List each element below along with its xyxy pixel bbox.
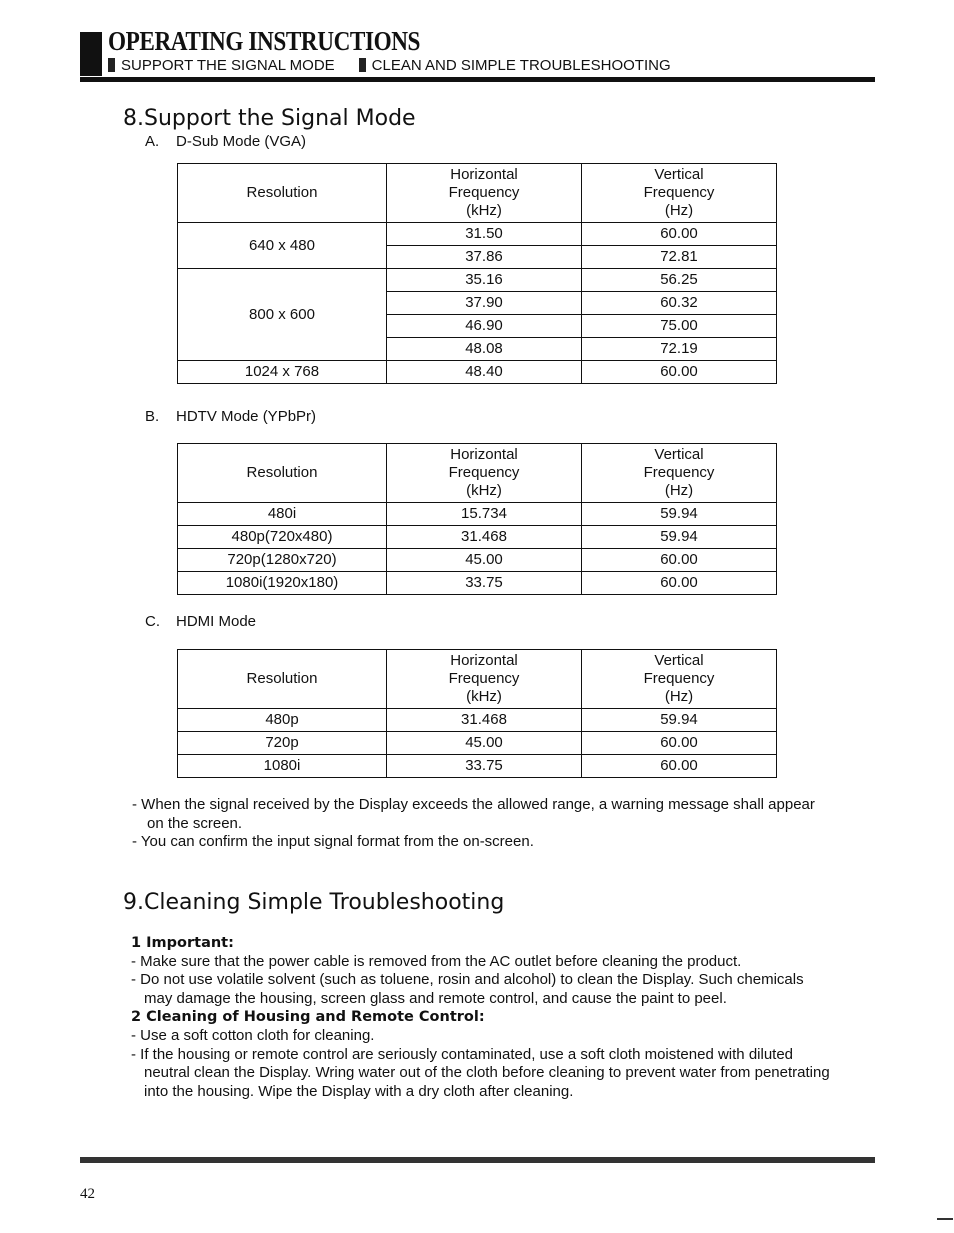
vertical-cell: 59.94 (582, 526, 777, 549)
table-row (178, 526, 777, 549)
column-header-vertical: Vertical Frequency (Hz) (582, 164, 777, 223)
header-nav-marker-icon (359, 58, 366, 72)
signal-notes (132, 796, 832, 852)
list-item: - Make sure that the power cable is removed from the AC outlet before cleaning the product. (131, 952, 742, 970)
table-header-row (178, 164, 777, 223)
vertical-cell: 56.25 (582, 269, 777, 292)
hdmi-frequency-table (177, 649, 777, 778)
resolution-cell: 480i (178, 503, 387, 526)
hdtv-letter: B. (145, 408, 160, 425)
table-row (178, 361, 777, 384)
horizontal-cell: 37.86 (387, 246, 582, 269)
header-rule (80, 77, 875, 82)
horizontal-cell: 45.00 (387, 549, 582, 572)
header-block-mark (80, 32, 102, 76)
section-9-heading: 9.Cleaning Simple Troubleshooting (123, 890, 505, 915)
vertical-cell: 60.32 (582, 292, 777, 315)
resolution-cell: 720p(1280x720) (178, 549, 387, 572)
hdtv-title: HDTV Mode (YPbPr) (176, 408, 317, 425)
footer-rule (80, 1157, 875, 1163)
horizontal-cell: 15.734 (387, 503, 582, 526)
header-nav-item-signal-mode: SUPPORT THE SIGNAL MODE (121, 57, 335, 74)
hdtv-subheading (145, 408, 316, 425)
hdmi-title: HDMI Mode (176, 613, 257, 630)
horizontal-cell: 31.50 (387, 223, 582, 246)
note-item: - When the signal received by the Display exceeds the allowed range, a warning message shall appear on the screen. (132, 796, 815, 832)
vertical-cell: 75.00 (582, 315, 777, 338)
vertical-cell: 72.81 (582, 246, 777, 269)
table-row (178, 732, 777, 755)
list-item: - If the housing or remote control are seriously contaminated, use a soft cloth moistened with diluted neutral clean the Display. Wring water out of the cloth before cleaning to prevent water from penetrating into the housing. Wipe the Display with a dry cloth after cleaning. (131, 1045, 830, 1100)
vertical-cell: 60.00 (582, 361, 777, 384)
vertical-cell: 60.00 (582, 572, 777, 595)
table-row (178, 269, 777, 292)
table-row (178, 223, 777, 246)
vertical-cell: 59.94 (582, 709, 777, 732)
table-row (178, 549, 777, 572)
section-8-heading: 8.Support the Signal Mode (123, 106, 416, 131)
vertical-cell: 60.00 (582, 732, 777, 755)
column-header-horizontal: Horizontal Frequency (kHz) (387, 650, 582, 709)
header-nav-item-cleaning: CLEAN AND SIMPLE TROUBLESHOOTING (371, 57, 671, 74)
table-header-row (178, 650, 777, 709)
table-row (178, 755, 777, 778)
table-row (178, 572, 777, 595)
page-header-title: OPERATING INSTRUCTIONS (108, 26, 421, 56)
horizontal-cell: 45.00 (387, 732, 582, 755)
cleaning-instructions (131, 934, 831, 1101)
horizontal-cell: 48.40 (387, 361, 582, 384)
column-header-horizontal: Horizontal Frequency (kHz) (387, 444, 582, 503)
header-nav-marker-icon (108, 58, 115, 72)
hdmi-subheading (145, 613, 256, 630)
dsub-title: D-Sub Mode (VGA) (176, 133, 307, 150)
column-header-resolution: Resolution (178, 444, 387, 503)
page-number: 42 (80, 1186, 95, 1202)
table-header-row (178, 444, 777, 503)
horizontal-cell: 31.468 (387, 526, 582, 549)
hdmi-letter: C. (145, 613, 160, 630)
column-header-vertical: Vertical Frequency (Hz) (582, 650, 777, 709)
dsub-letter: A. (145, 133, 160, 150)
vertical-cell: 60.00 (582, 549, 777, 572)
column-header-horizontal: Horizontal Frequency (kHz) (387, 164, 582, 223)
dsub-subheading (145, 133, 306, 150)
column-header-vertical: Vertical Frequency (Hz) (582, 444, 777, 503)
list-item: - Do not use volatile solvent (such as toluene, rosin and alcohol) to clean the Display. Such chemicals may damage the housing, screen glass and remote control, and cause the paint to peel. (131, 971, 804, 1007)
table-row (178, 709, 777, 732)
resolution-cell: 1024 x 768 (178, 361, 387, 384)
resolution-cell: 1080i (178, 755, 387, 778)
hdtv-frequency-table (177, 443, 777, 595)
table-row (178, 503, 777, 526)
resolution-cell: 480p (178, 709, 387, 732)
vertical-cell: 59.94 (582, 503, 777, 526)
horizontal-cell: 48.08 (387, 338, 582, 361)
list-item: - Use a soft cotton cloth for cleaning. (131, 1026, 375, 1044)
resolution-cell: 640 x 480 (178, 223, 387, 269)
vertical-cell: 60.00 (582, 755, 777, 778)
important-heading: 1 Important: (131, 935, 234, 951)
dsub-frequency-table (177, 163, 777, 384)
resolution-cell: 480p(720x480) (178, 526, 387, 549)
corner-crop-mark (937, 1218, 953, 1220)
resolution-cell: 720p (178, 732, 387, 755)
resolution-cell: 1080i(1920x180) (178, 572, 387, 595)
cleaning-heading: 2 Cleaning of Housing and Remote Control: (131, 1009, 485, 1026)
resolution-cell: 800 x 600 (178, 269, 387, 361)
horizontal-cell: 37.90 (387, 292, 582, 315)
horizontal-cell: 33.75 (387, 755, 582, 778)
column-header-resolution: Resolution (178, 650, 387, 709)
horizontal-cell: 46.90 (387, 315, 582, 338)
horizontal-cell: 35.16 (387, 269, 582, 292)
horizontal-cell: 33.75 (387, 572, 582, 595)
vertical-cell: 72.19 (582, 338, 777, 361)
column-header-resolution: Resolution (178, 164, 387, 223)
header-nav (108, 57, 671, 74)
horizontal-cell: 31.468 (387, 709, 582, 732)
vertical-cell: 60.00 (582, 223, 777, 246)
note-item: - You can confirm the input signal format from the on-screen. (132, 833, 534, 850)
